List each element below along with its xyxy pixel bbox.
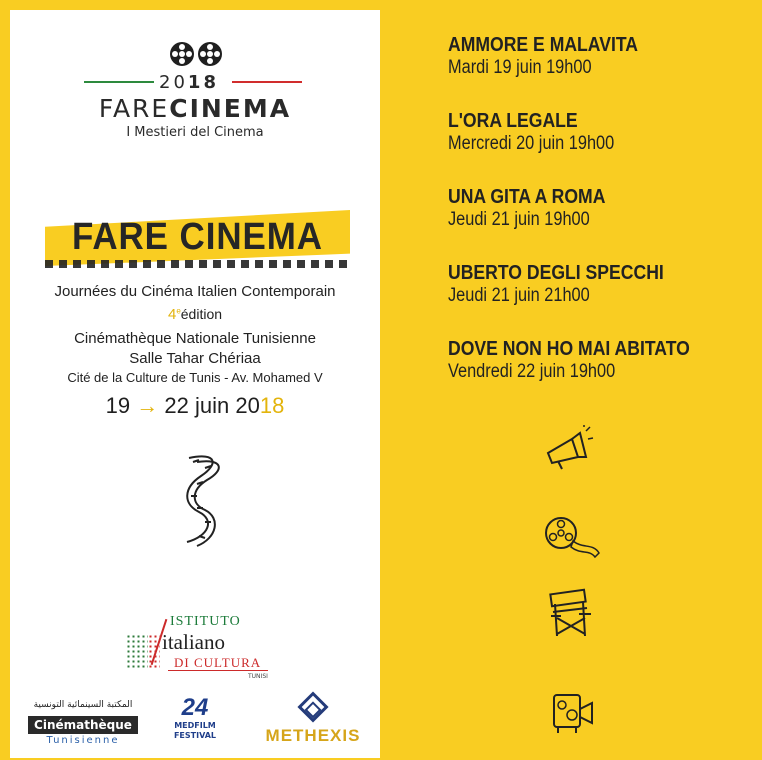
screening-item — [448, 33, 748, 109]
methexis-mark-icon — [297, 691, 328, 722]
title-banner — [45, 210, 350, 266]
festival-subtitle: Journées du Cinéma Italien Contemporain — [54, 283, 336, 300]
year-divider-red — [232, 81, 302, 83]
movie-camera-icon — [548, 685, 598, 735]
film-title: UNA GITA A ROMA — [448, 186, 606, 208]
film-strip-icon — [175, 450, 225, 550]
year-divider-green — [84, 81, 154, 83]
cinematheque-logo: المكتبة السينمائية التونسية Cinémathèque Tunisienne — [20, 700, 140, 750]
venue-address: Cité de la Culture de Tunis - Av. Mohamed V — [67, 370, 323, 385]
medfilm-logo: 24 MEDFILM FESTIVAL — [173, 694, 217, 740]
logo-title: FARECINEMA — [98, 94, 292, 123]
edition-line: 4eédition — [167, 306, 223, 323]
venue-name: Cinémathèque Nationale Tunisienne — [74, 330, 316, 347]
film-reels-logo — [170, 42, 222, 66]
film-reel-icon — [543, 513, 603, 559]
screening-item — [448, 261, 748, 337]
istituto-italiano-logo: ISTITUTO italiano DI CULTURA TUNISI — [118, 610, 278, 685]
film-title: L'ORA LEGALE — [448, 110, 578, 132]
film-date: Mercredi 20 juin 19h00 — [448, 133, 615, 154]
film-date: Jeudi 21 juin 21h00 — [448, 285, 590, 306]
banner-title: FARE CINEMA — [72, 216, 323, 258]
film-date: Vendredi 22 juin 19h00 — [448, 361, 616, 382]
logo-year: 2018 — [159, 72, 219, 93]
film-title: DOVE NON HO MAI ABITATO — [448, 338, 690, 360]
screening-item — [448, 337, 748, 413]
screening-item — [448, 109, 748, 185]
film-date: Mardi 19 juin 19h00 — [448, 57, 592, 78]
methexis-logo: METHEXIS — [258, 696, 368, 752]
poster-panel — [10, 10, 380, 758]
film-title: AMMORE E MALAVITA — [448, 34, 639, 56]
festival-dates: 19 → 22 juin 2018 — [105, 393, 285, 418]
film-reel-icon — [170, 42, 194, 66]
screening-schedule — [448, 33, 748, 413]
film-reel-icon — [198, 42, 222, 66]
logo-subtitle: I Mestieri del Cinema — [126, 125, 264, 140]
director-chair-icon — [543, 588, 595, 640]
screening-item — [448, 185, 748, 261]
film-title: UBERTO DEGLI SPECCHI — [448, 262, 664, 284]
venue-room: Salle Tahar Chériaa — [129, 350, 261, 367]
megaphone-icon — [542, 425, 594, 471]
film-date: Jeudi 21 juin 19h00 — [448, 209, 590, 230]
